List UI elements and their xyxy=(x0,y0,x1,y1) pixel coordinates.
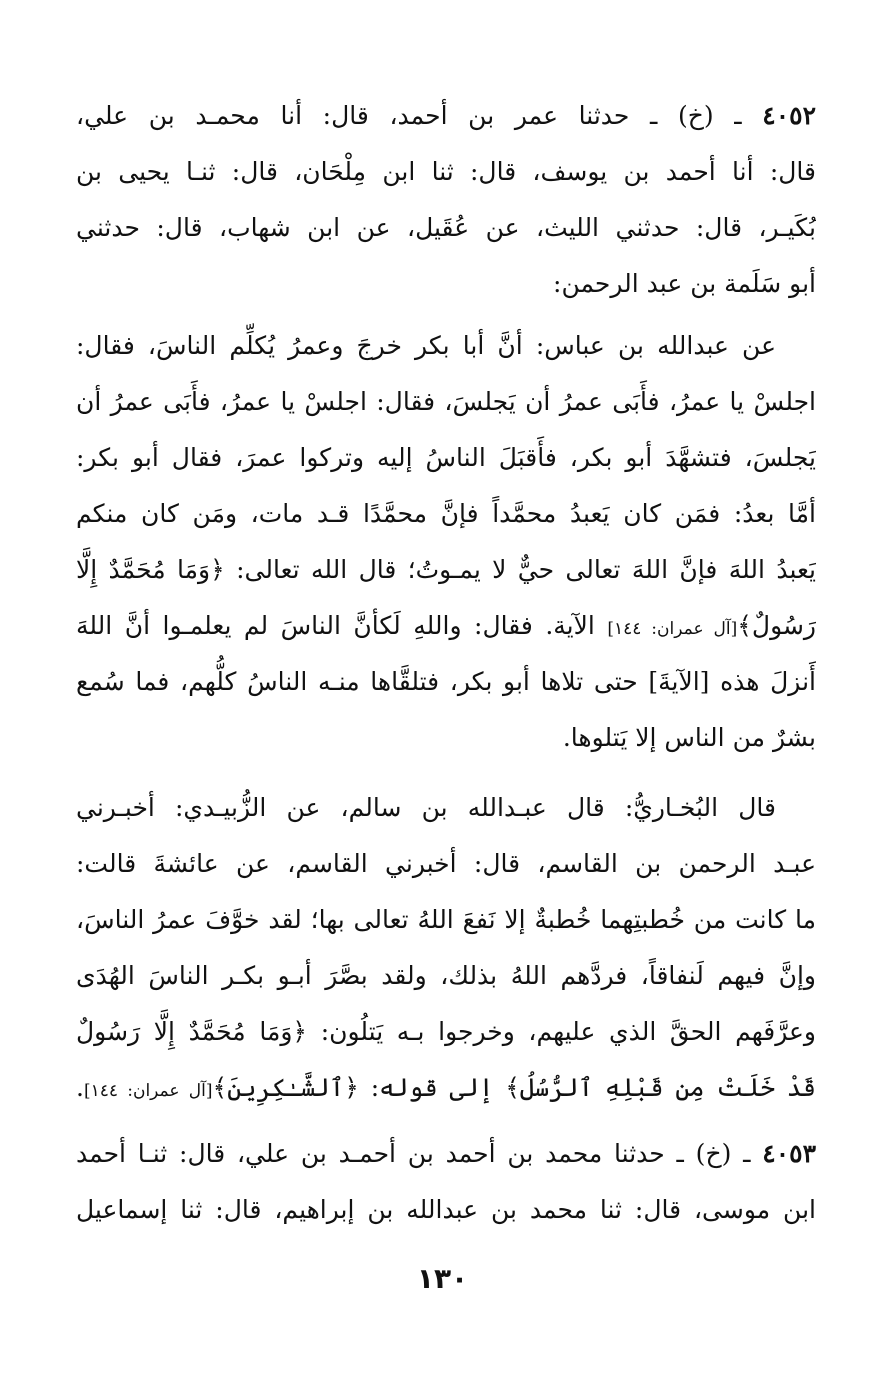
hadith-4053-line-1: ٤٠٥٣ ـ (خ) ـ حدثنا محمد بن أحمد بن أحمـد بن علي، قال: ثنـا أحمد xyxy=(76,1139,816,1168)
paragraph-2-line-5: وعرَّفَهم الحقَّ الذي عليهم، وخرجوا بـه يَتلُون: ﴿وَمَا مُحَمَّدٌ إِلَّا رَسُولٌ xyxy=(76,1017,816,1046)
hadith-number: ٤٠٥٢ xyxy=(762,101,816,130)
paragraph-1-line-6: رَسُولٌ﴾[آل عمران: ١٤٤] الآية. فقال: واللهِ لَكأنَّ الناسَ لم يعلمـوا أنَّ اللهَ xyxy=(76,611,816,640)
paragraph-2-line-2: عبـد الرحمن بن القاسم، قال: أخبرني القاسم، عن عائشةَ قالت: xyxy=(76,849,816,878)
paragraph-2-line-6: قَدْ خَلَتْ مِن قَبْلِهِ ٱلرُّسُلُ﴾ إلى قوله: ﴿ٱلشَّـٰكِرِينَ﴾[آل عمران: ١٤٤]. xyxy=(76,1073,816,1102)
paragraph-2-line-1: قال البُخـاريُّ: قال عبـدالله بن سالم، عن الزُّبيـدي: أخبـرني xyxy=(76,793,776,822)
page-number: ١٣٠ xyxy=(416,1262,469,1295)
paragraph-1-line-3: يَجلسَ، فتشهَّدَ أبو بكر، فأَقبَلَ الناسُ إليه وتركوا عمرَ، فقال أبو بكر: xyxy=(76,443,816,472)
paragraph-1-line-5: يَعبدُ اللهَ فإنَّ اللهَ تعالى حيٌّ لا يمـوتُ؛ قال الله تعالى: ﴿وَمَا مُحَمَّدٌ إِلَّا xyxy=(76,555,816,584)
hadith-4052-line-2: قال: أنا أحمد بن يوسف، قال: ثنا ابن مِلْحَان، قال: ثنـا يحيى بن xyxy=(76,157,816,186)
paragraph-1-line-7: أَنزلَ هذه [الآيةَ] حتى تلاها أبو بكر، فتلقَّاها منـه الناسُ كلُّهم، فما سُمع xyxy=(76,667,816,696)
paragraph-1-line-2: اجلسْ يا عمرُ، فأَبَى عمرُ أن يَجلسَ، فقال: اجلسْ يا عمرُ، فأَبَى عمرُ أن xyxy=(76,387,816,416)
hadith-4052-line-3: بُكَيـر، قال: حدثني الليث، عن عُقَيل، عن ابن شهاب، قال: حدثني xyxy=(76,213,816,242)
hadith-4052-line-4: أبو سَلَمة بن عبد الرحمن: xyxy=(553,269,816,298)
hadith-number: ٤٠٥٣ xyxy=(762,1139,816,1168)
paragraph-2-line-3: ما كانت من خُطبتِهما خُطبةٌ إلا نَفعَ اللهُ تعالى بها؛ لقد خوَّفَ عمرُ الناسَ، xyxy=(76,905,816,934)
paragraph-1-line-8: بشرٌ من الناس إلا يَتلوها. xyxy=(562,723,816,752)
paragraph-2-line-4: وإنَّ فيهم لَنفاقاً، فردَّهم اللهُ بذلك، ولقد بصَّرَ أبـو بكـر الناسَ الهُدَى xyxy=(76,961,816,990)
paragraph-1-line-4: أمَّا بعدُ: فمَن كان يَعبدُ محمَّداً فإنَّ محمَّدًا قـد مات، ومَن كان منكم xyxy=(76,499,816,528)
quran-reference: [آل عمران: ١٤٤] xyxy=(83,1081,213,1101)
hadith-4053-line-2: ابن موسى، قال: ثنا محمد بن عبدالله بن إبراهيم، قال: ثنا إسماعيل xyxy=(76,1195,816,1224)
hadith-4052-line-1: ٤٠٥٢ ـ (خ) ـ حدثنا عمر بن أحمد، قال: أنا محمـد بن علي، xyxy=(76,101,816,130)
quran-reference: [آل عمران: ١٤٤] xyxy=(607,619,738,639)
paragraph-1-line-1: عن عبدالله بن عباس: أنَّ أبا بكر خرجَ وعمرُ يُكلِّم الناسَ، فقال: xyxy=(76,331,776,360)
